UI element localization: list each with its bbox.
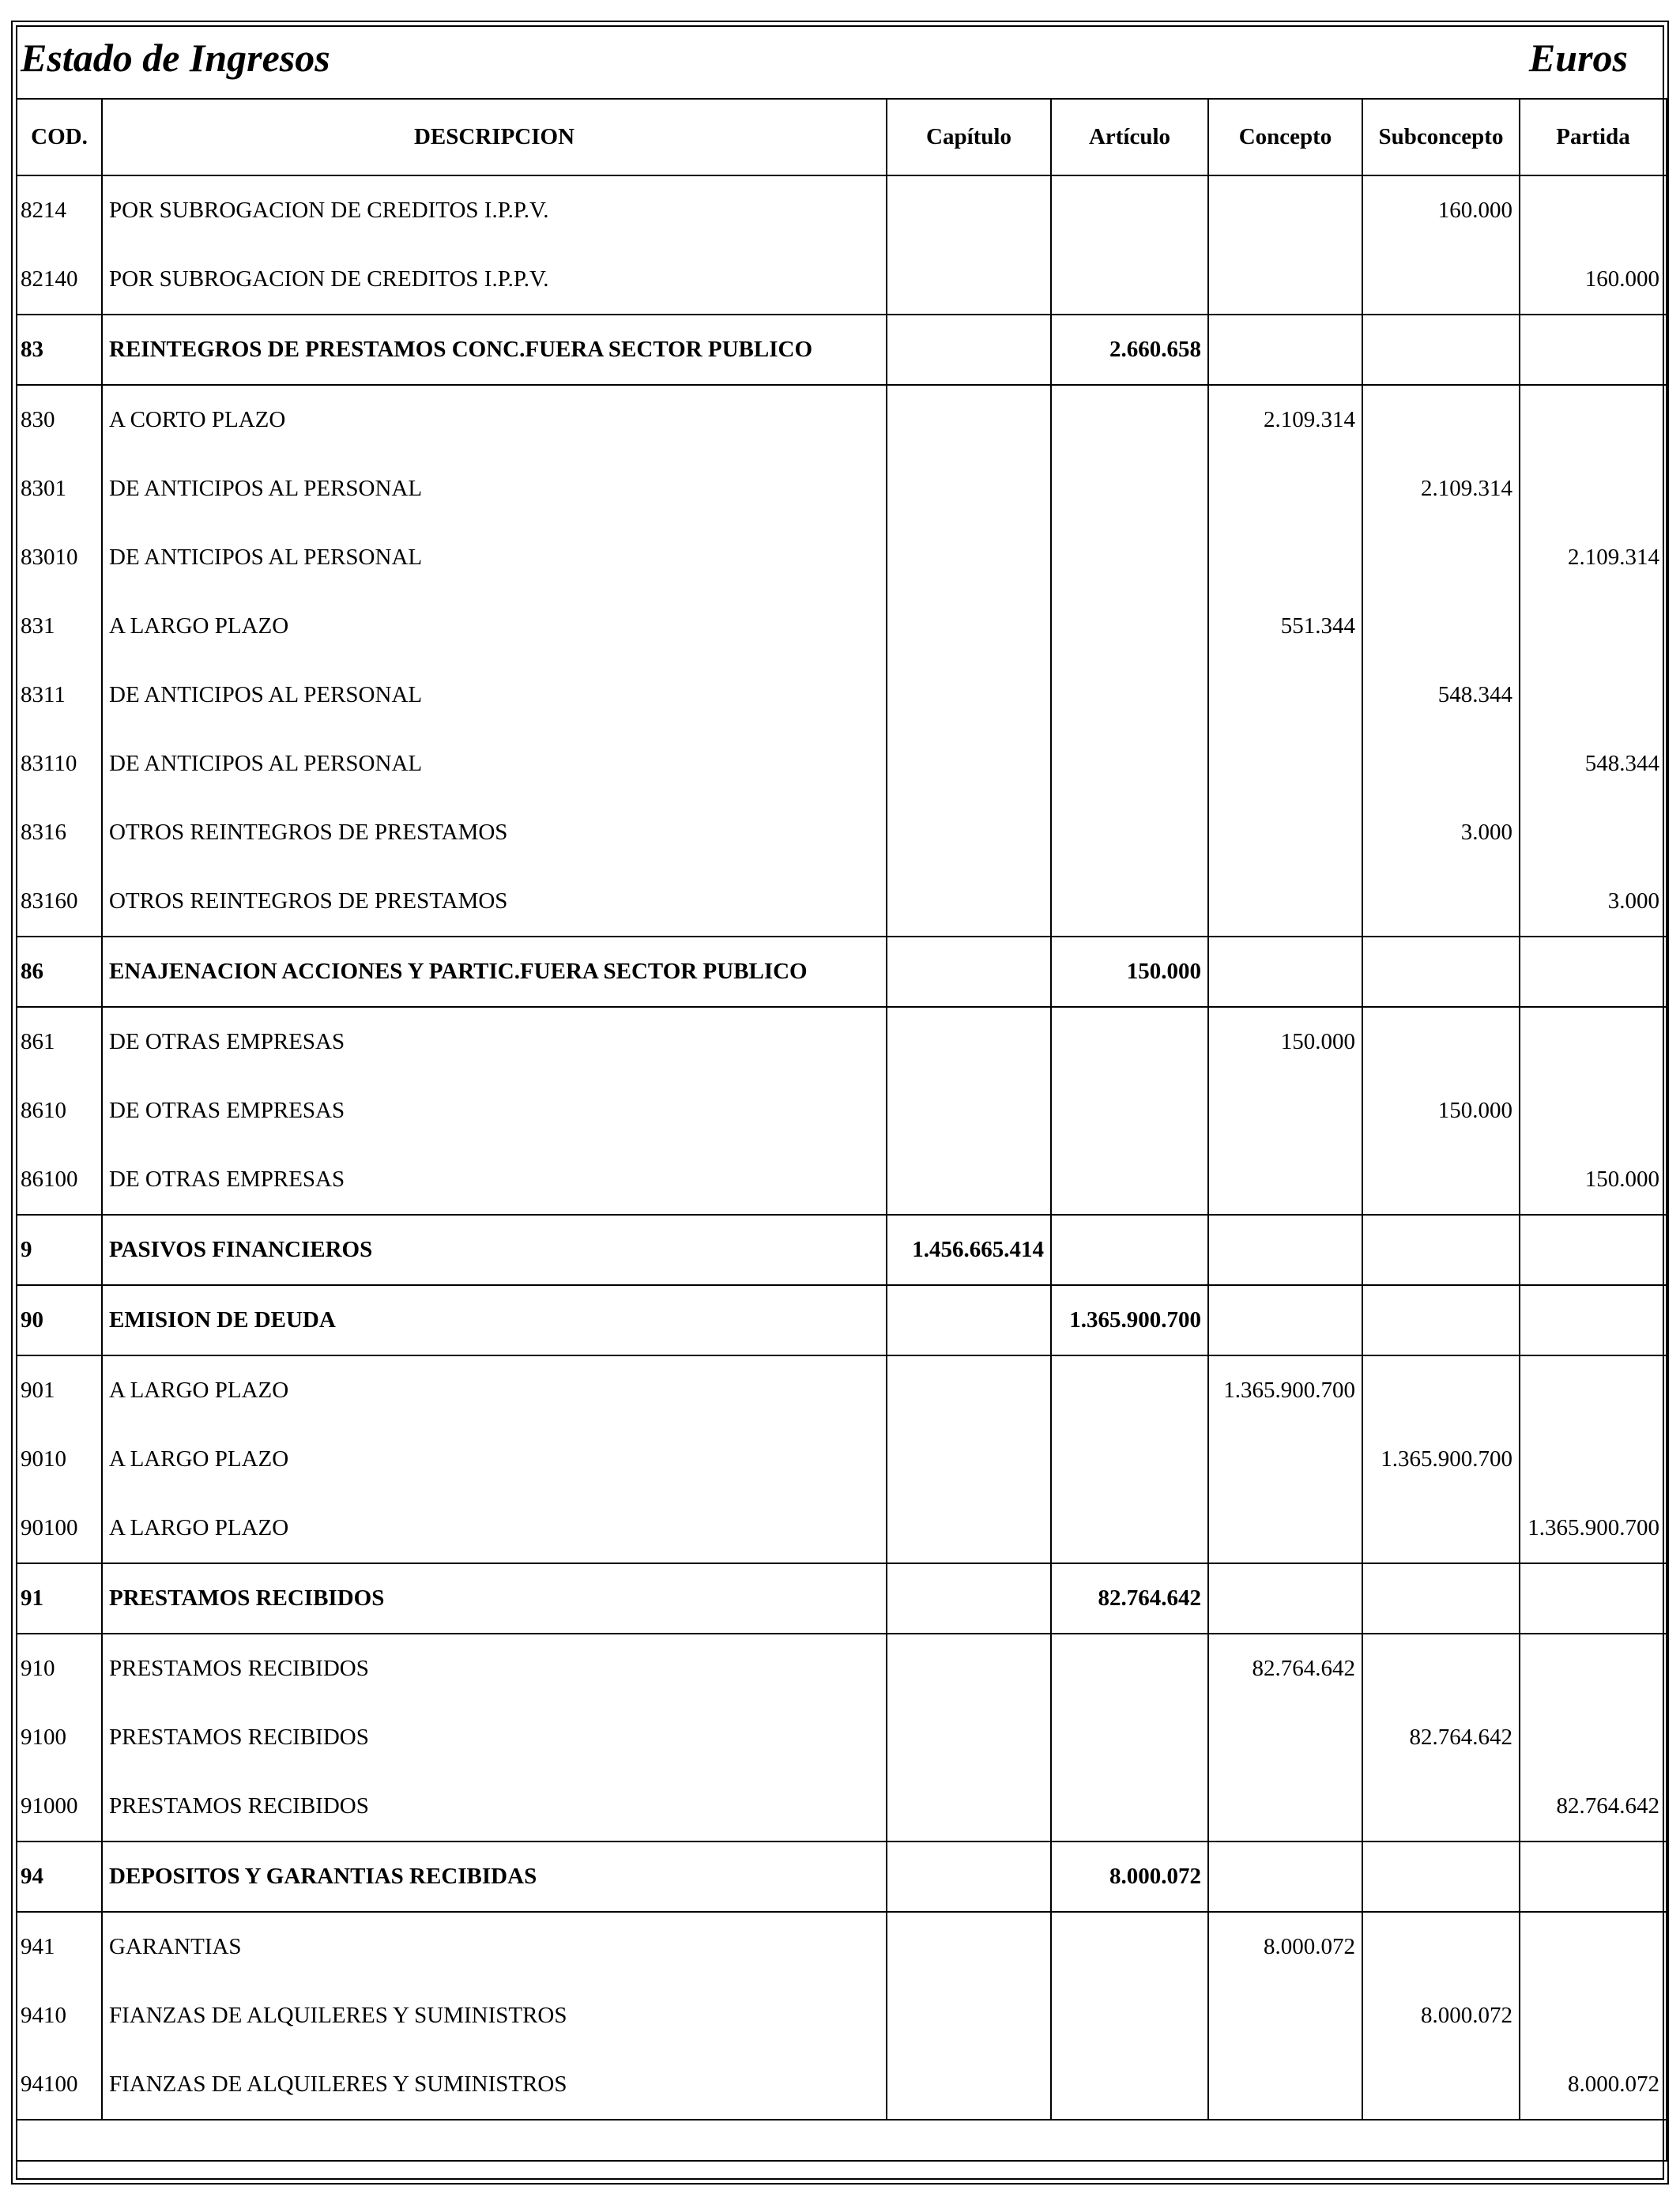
cell-capitulo [887, 385, 1051, 454]
col-header-articulo: Artículo [1051, 99, 1208, 175]
cell-descripcion: FIANZAS DE ALQUILERES Y SUMINISTROS [102, 2050, 887, 2120]
cell-partida [1520, 1912, 1667, 1981]
table-row [17, 175, 1667, 245]
cell-descripcion: PRESTAMOS RECIBIDOS [102, 1772, 887, 1842]
table-row [17, 1981, 1667, 2050]
table-row [17, 1076, 1667, 1145]
cell-partida [1520, 1215, 1667, 1285]
cell-descripcion: A LARGO PLAZO [102, 592, 887, 661]
cell-capitulo [887, 1494, 1051, 1563]
cell-capitulo [887, 1145, 1051, 1215]
cell-subconcepto [1362, 1563, 1520, 1634]
cell-descripcion: GARANTIAS [102, 1912, 887, 1981]
cell-capitulo [887, 798, 1051, 867]
cell-descripcion: DE ANTICIPOS AL PERSONAL [102, 454, 887, 523]
cell-concepto [1208, 1842, 1362, 1912]
table-row [17, 729, 1667, 798]
cell-subconcepto [1362, 2050, 1520, 2120]
cell-concepto [1208, 454, 1362, 523]
cell-capitulo [887, 245, 1051, 315]
cell-subconcepto: 3.000 [1362, 798, 1520, 867]
cell-cod: 94 [17, 1842, 102, 1912]
cell-cod: 94100 [17, 2050, 102, 2120]
cell-partida: 3.000 [1520, 867, 1667, 937]
cell-articulo: 150.000 [1051, 937, 1208, 1007]
cell-subconcepto [1362, 592, 1520, 661]
cell-capitulo [887, 2050, 1051, 2120]
cell-subconcepto [1362, 1285, 1520, 1355]
cell-articulo [1051, 1772, 1208, 1842]
cell-concepto [1208, 1563, 1362, 1634]
cell-concepto: 82.764.642 [1208, 1634, 1362, 1703]
table-row [17, 867, 1667, 937]
cell-subconcepto [1362, 1215, 1520, 1285]
cell-partida [1520, 1634, 1667, 1703]
cell-articulo: 1.365.900.700 [1051, 1285, 1208, 1355]
cell-articulo [1051, 1145, 1208, 1215]
cell-concepto [1208, 315, 1362, 385]
cell-subconcepto: 160.000 [1362, 175, 1520, 245]
cell-concepto [1208, 1285, 1362, 1355]
cell-descripcion: DE OTRAS EMPRESAS [102, 1076, 887, 1145]
table-row [17, 245, 1667, 315]
cell-subconcepto [1362, 867, 1520, 937]
table-row-heading [17, 1842, 1667, 1912]
cell-capitulo: 1.456.665.414 [887, 1215, 1051, 1285]
cell-subconcepto [1362, 1634, 1520, 1703]
cell-capitulo [887, 175, 1051, 245]
cell-articulo [1051, 1634, 1208, 1703]
cell-cod: 9 [17, 1215, 102, 1285]
cell-descripcion: PRESTAMOS RECIBIDOS [102, 1703, 887, 1772]
cell-capitulo [887, 729, 1051, 798]
cell-capitulo [887, 592, 1051, 661]
cell-partida [1520, 1703, 1667, 1772]
table-row [17, 1425, 1667, 1494]
cell-capitulo [887, 1076, 1051, 1145]
cell-subconcepto [1362, 1355, 1520, 1425]
cell-concepto [1208, 1494, 1362, 1563]
cell-concepto [1208, 1425, 1362, 1494]
cell-subconcepto [1362, 937, 1520, 1007]
cell-capitulo [887, 1981, 1051, 2050]
cell-descripcion: DE ANTICIPOS AL PERSONAL [102, 661, 887, 729]
cell-concepto [1208, 1145, 1362, 1215]
cell-subconcepto [1362, 523, 1520, 592]
cell-cod: 941 [17, 1912, 102, 1981]
cell-subconcepto [1362, 729, 1520, 798]
cell-partida [1520, 1842, 1667, 1912]
table-row [17, 1912, 1667, 1981]
cell-capitulo [887, 454, 1051, 523]
cell-partida [1520, 1425, 1667, 1494]
cell-articulo [1051, 1076, 1208, 1145]
cell-partida [1520, 1355, 1667, 1425]
cell-descripcion: POR SUBROGACION DE CREDITOS I.P.P.V. [102, 245, 887, 315]
cell-capitulo [887, 1703, 1051, 1772]
cell-partida [1520, 1563, 1667, 1634]
cell-concepto [1208, 1703, 1362, 1772]
cell-cod: 90 [17, 1285, 102, 1355]
cell-subconcepto [1362, 1912, 1520, 1981]
table-row-heading [17, 1215, 1667, 1285]
cell-cod: 861 [17, 1007, 102, 1076]
cell-articulo [1051, 729, 1208, 798]
cell-partida: 2.109.314 [1520, 523, 1667, 592]
table-row-heading [17, 315, 1667, 385]
cell-articulo [1051, 454, 1208, 523]
cell-concepto [1208, 1772, 1362, 1842]
cell-articulo [1051, 385, 1208, 454]
col-header-descripcion: DESCRIPCION [102, 99, 887, 175]
cell-descripcion: OTROS REINTEGROS DE PRESTAMOS [102, 798, 887, 867]
cell-concepto [1208, 1076, 1362, 1145]
cell-articulo [1051, 245, 1208, 315]
table-row-empty [17, 2120, 1667, 2161]
cell-descripcion: DE ANTICIPOS AL PERSONAL [102, 523, 887, 592]
cell-partida: 82.764.642 [1520, 1772, 1667, 1842]
cell-articulo [1051, 1425, 1208, 1494]
cell-partida [1520, 385, 1667, 454]
cell-articulo [1051, 1981, 1208, 2050]
cell-partida [1520, 592, 1667, 661]
cell-articulo [1051, 175, 1208, 245]
table-row-heading [17, 1563, 1667, 1634]
header-row [17, 99, 1667, 175]
cell-concepto [1208, 867, 1362, 937]
empty-footer-cell [17, 2120, 1667, 2161]
cell-concepto: 150.000 [1208, 1007, 1362, 1076]
cell-cod: 83160 [17, 867, 102, 937]
cell-partida: 1.365.900.700 [1520, 1494, 1667, 1563]
cell-capitulo [887, 867, 1051, 937]
cell-concepto [1208, 1981, 1362, 2050]
cell-articulo: 8.000.072 [1051, 1842, 1208, 1912]
cell-cod: 83010 [17, 523, 102, 592]
cell-descripcion: A LARGO PLAZO [102, 1355, 887, 1425]
cell-capitulo [887, 315, 1051, 385]
cell-articulo: 82.764.642 [1051, 1563, 1208, 1634]
table-row-heading [17, 937, 1667, 1007]
cell-partida [1520, 454, 1667, 523]
cell-descripcion: A LARGO PLAZO [102, 1425, 887, 1494]
cell-concepto: 8.000.072 [1208, 1912, 1362, 1981]
cell-capitulo [887, 937, 1051, 1007]
cell-cod: 8316 [17, 798, 102, 867]
cell-cod: 91000 [17, 1772, 102, 1842]
cell-cod: 910 [17, 1634, 102, 1703]
col-header-partida: Partida [1520, 99, 1667, 175]
cell-capitulo [887, 1355, 1051, 1425]
cell-capitulo [887, 1563, 1051, 1634]
table-row [17, 1355, 1667, 1425]
cell-partida [1520, 1981, 1667, 2050]
cell-articulo [1051, 1215, 1208, 1285]
cell-concepto [1208, 798, 1362, 867]
cell-descripcion: POR SUBROGACION DE CREDITOS I.P.P.V. [102, 175, 887, 245]
cell-subconcepto: 1.365.900.700 [1362, 1425, 1520, 1494]
cell-articulo [1051, 2050, 1208, 2120]
cell-concepto [1208, 2050, 1362, 2120]
cell-articulo [1051, 523, 1208, 592]
cell-subconcepto: 150.000 [1362, 1076, 1520, 1145]
cell-capitulo [887, 1842, 1051, 1912]
table-row [17, 1007, 1667, 1076]
cell-subconcepto: 2.109.314 [1362, 454, 1520, 523]
cell-subconcepto [1362, 1145, 1520, 1215]
cell-capitulo [887, 661, 1051, 729]
cell-subconcepto [1362, 315, 1520, 385]
cell-descripcion: FIANZAS DE ALQUILERES Y SUMINISTROS [102, 1981, 887, 2050]
table-row [17, 1634, 1667, 1703]
cell-concepto [1208, 1215, 1362, 1285]
table-row [17, 592, 1667, 661]
cell-cod: 830 [17, 385, 102, 454]
cell-partida [1520, 1007, 1667, 1076]
cell-cod: 9010 [17, 1425, 102, 1494]
cell-partida [1520, 315, 1667, 385]
cell-subconcepto: 8.000.072 [1362, 1981, 1520, 2050]
cell-cod: 831 [17, 592, 102, 661]
cell-partida: 160.000 [1520, 245, 1667, 315]
cell-concepto [1208, 245, 1362, 315]
table-row [17, 661, 1667, 729]
table-row [17, 1703, 1667, 1772]
col-header-subconcepto: Subconcepto [1362, 99, 1520, 175]
cell-cod: 83110 [17, 729, 102, 798]
col-header-capitulo: Capítulo [887, 99, 1051, 175]
col-header-concepto: Concepto [1208, 99, 1362, 175]
cell-articulo [1051, 798, 1208, 867]
cell-descripcion: ENAJENACION ACCIONES Y PARTIC.FUERA SECTOR PUBLICO [102, 937, 887, 1007]
cell-descripcion: A CORTO PLAZO [102, 385, 887, 454]
cell-articulo: 2.660.658 [1051, 315, 1208, 385]
cell-partida: 150.000 [1520, 1145, 1667, 1215]
cell-subconcepto: 82.764.642 [1362, 1703, 1520, 1772]
cell-capitulo [887, 1285, 1051, 1355]
cell-concepto [1208, 729, 1362, 798]
cell-cod: 90100 [17, 1494, 102, 1563]
cell-capitulo [887, 1912, 1051, 1981]
cell-descripcion: DEPOSITOS Y GARANTIAS RECIBIDAS [102, 1842, 887, 1912]
table-row [17, 1145, 1667, 1215]
cell-descripcion: PASIVOS FINANCIEROS [102, 1215, 887, 1285]
cell-partida [1520, 1076, 1667, 1145]
title-bar [16, 25, 1664, 100]
table-row [17, 1772, 1667, 1842]
table-body [17, 175, 1667, 2161]
cell-articulo [1051, 661, 1208, 729]
cell-subconcepto [1362, 1007, 1520, 1076]
table-row [17, 798, 1667, 867]
table-row-heading [17, 1285, 1667, 1355]
cell-cod: 82140 [17, 245, 102, 315]
cell-subconcepto [1362, 1772, 1520, 1842]
cell-cod: 8214 [17, 175, 102, 245]
table-header [17, 99, 1667, 175]
cell-descripcion: PRESTAMOS RECIBIDOS [102, 1563, 887, 1634]
cell-descripcion: DE ANTICIPOS AL PERSONAL [102, 729, 887, 798]
cell-cod: 9410 [17, 1981, 102, 2050]
cell-cod: 91 [17, 1563, 102, 1634]
cell-partida [1520, 175, 1667, 245]
cell-cod: 9100 [17, 1703, 102, 1772]
table-row [17, 2050, 1667, 2120]
cell-subconcepto [1362, 1494, 1520, 1563]
cell-capitulo [887, 1772, 1051, 1842]
cell-descripcion: DE OTRAS EMPRESAS [102, 1145, 887, 1215]
cell-partida: 548.344 [1520, 729, 1667, 798]
cell-articulo [1051, 1007, 1208, 1076]
cell-descripcion: DE OTRAS EMPRESAS [102, 1007, 887, 1076]
cell-subconcepto [1362, 1842, 1520, 1912]
cell-concepto [1208, 661, 1362, 729]
cell-cod: 8610 [17, 1076, 102, 1145]
table-row [17, 523, 1667, 592]
cell-cod: 86100 [17, 1145, 102, 1215]
cell-descripcion: A LARGO PLAZO [102, 1494, 887, 1563]
cell-concepto [1208, 523, 1362, 592]
cell-cod: 8301 [17, 454, 102, 523]
cell-articulo [1051, 1494, 1208, 1563]
col-header-cod: COD. [17, 99, 102, 175]
table-row [17, 454, 1667, 523]
cell-partida [1520, 1285, 1667, 1355]
income-table [16, 98, 1667, 2162]
cell-capitulo [887, 1425, 1051, 1494]
table-row [17, 385, 1667, 454]
cell-articulo [1051, 867, 1208, 937]
cell-articulo [1051, 1355, 1208, 1425]
cell-cod: 86 [17, 937, 102, 1007]
cell-articulo [1051, 1912, 1208, 1981]
cell-capitulo [887, 1634, 1051, 1703]
currency-label: Euros [1528, 36, 1628, 80]
cell-partida [1520, 661, 1667, 729]
cell-capitulo [887, 523, 1051, 592]
cell-subconcepto: 548.344 [1362, 661, 1520, 729]
cell-cod: 8311 [17, 661, 102, 729]
table-row [17, 1494, 1667, 1563]
cell-concepto [1208, 937, 1362, 1007]
cell-partida [1520, 798, 1667, 867]
cell-concepto: 2.109.314 [1208, 385, 1362, 454]
cell-concepto: 551.344 [1208, 592, 1362, 661]
cell-cod: 901 [17, 1355, 102, 1425]
cell-capitulo [887, 1007, 1051, 1076]
cell-partida: 8.000.072 [1520, 2050, 1667, 2120]
cell-descripcion: EMISION DE DEUDA [102, 1285, 887, 1355]
cell-articulo [1051, 1703, 1208, 1772]
cell-concepto [1208, 175, 1362, 245]
cell-subconcepto [1362, 245, 1520, 315]
cell-cod: 83 [17, 315, 102, 385]
cell-partida [1520, 937, 1667, 1007]
cell-subconcepto [1362, 385, 1520, 454]
page-title: Estado de Ingresos [21, 36, 330, 80]
cell-descripcion: REINTEGROS DE PRESTAMOS CONC.FUERA SECTOR PUBLICO [102, 315, 887, 385]
cell-concepto: 1.365.900.700 [1208, 1355, 1362, 1425]
cell-descripcion: PRESTAMOS RECIBIDOS [102, 1634, 887, 1703]
cell-descripcion: OTROS REINTEGROS DE PRESTAMOS [102, 867, 887, 937]
cell-articulo [1051, 592, 1208, 661]
